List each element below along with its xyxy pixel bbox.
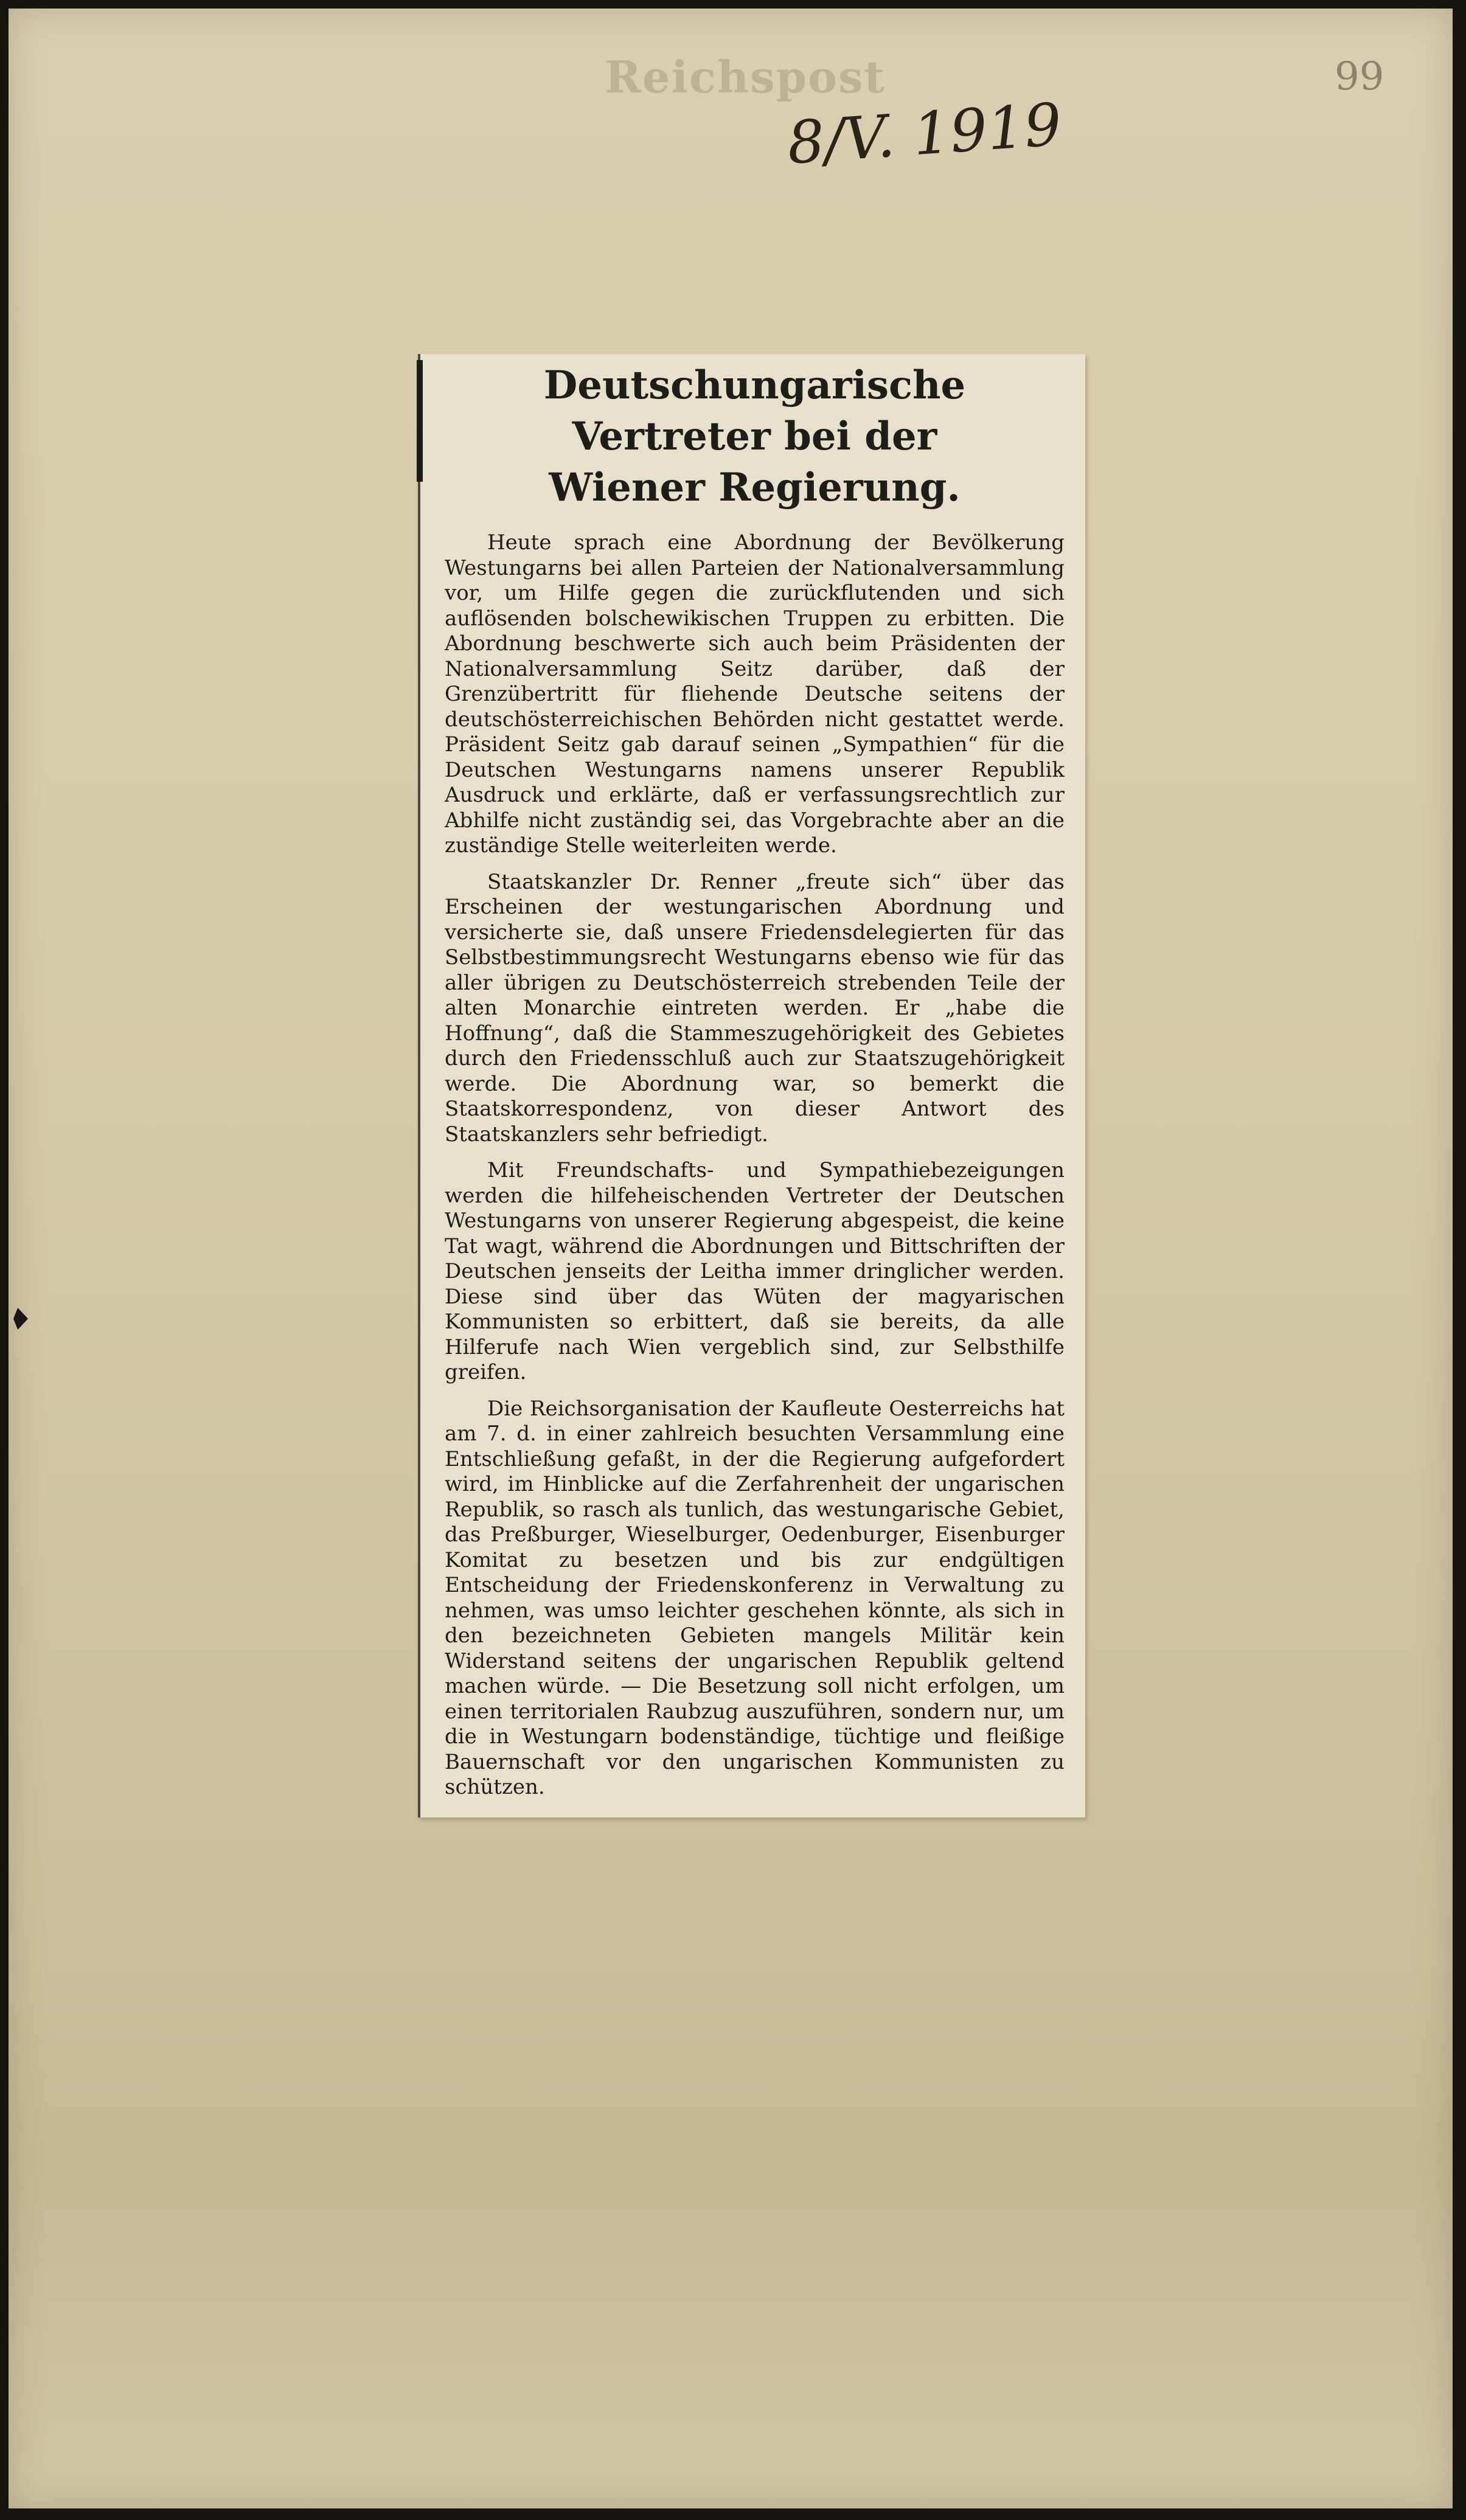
newspaper-clipping [418, 354, 1085, 1817]
article-paragraph: Mit Freundschafts- und Sympathiebezeigungen werden die hilfeheischenden Vertreter der Deutschen Westungarns von unserer Regierung abgespeist, die keine Tat wagt, während die Abordnungen und Bittschriften der Deutschen jenseits der Leitha immer dringlicher werden. Diese sind über das Wüten der magyarischen Kommunisten so erbittert, daß sie bereits, da alle Hilferufe nach Wien vergeblich sind, zur Selbsthilfe greifen. [445, 1158, 1065, 1384]
article-headline [445, 360, 1065, 513]
article-paragraph: Staatskanzler Dr. Renner „freute sich“ über das Erscheinen der westungarischen Abordnung und versicherte sie, daß unsere Friedensdelegierten für das Selbstbestimmungsrecht Westungarns ebenso wie für das aller übrigen zu Deutschösterreich strebenden Teile der alten Monarchie eintreten werden. Er „habe die Hoffnung“, daß die Stammeszugehörigkeit des Gebietes durch den Friedensschluß auch zur Staatszugehörigkeit werde. Die Abordnung war, so bemerkt die Staatskorrespondenz, von dieser Antwort des Staatskanzlers sehr befriedigt. [445, 869, 1065, 1147]
article-paragraph: Heute sprach eine Abordnung der Bevölkerung Westungarns bei allen Parteien der Nationalversammlung vor, um Hilfe gegen die zurückflutenden und sich auflösenden bolschewikischen Truppen zu erbitten. Die Abordnung beschwerte sich auch beim Präsidenten der Nationalversammlung Seitz darüber, daß der Grenzübertritt für fliehende Deutsche seitens der deutschösterreichischen Behörden nicht gestattet werde. Präsident Seitz gab darauf seinen „Sympathien“ für die Deutschen Westungarns namens unserer Republik Ausdruck und erklärte, daß er verfassungsrechtlich zur Abhilfe nicht zuständig sei, das Vorgebrachte aber an die zuständige Stelle weiterleiten werde. [445, 530, 1065, 858]
headline-line-1: Deutschungarische Vertreter bei der [543, 363, 966, 459]
newspaper-stamp: Reichspost [605, 51, 886, 103]
clipping-edge-bar [417, 360, 423, 482]
page-number: 99 [1335, 54, 1384, 99]
article-paragraph: Die Reichsorganisation der Kaufleute Oesterreichs hat am 7. d. in einer zahlreich besuchten Versammlung eine Entschließung gefaßt, in der die Regierung aufgefordert wird, im Hinblicke auf die Zerfahrenheit der ungarischen Republik, so rasch als tunlich, das westungarische Gebiet, das Preßburger, Wieselburger, Oedenburger, Eisenburger Komitat zu besetzen und bis zur endgültigen Entscheidung der Friedenskonferenz in Verwaltung zu nehmen, was umso leichter geschehen könnte, als sich in den bezeichneten Gebieten mangels Militär kein Widerstand seitens der ungarischen Republik geltend machen würde. — Die Besetzung soll nicht erfolgen, um einen territorialen Raubzug auszuführen, sondern nur, um die in Westungarn bodenständige, tüchtige und fleißige Bauernschaft vor den ungarischen Kommunisten zu schützen. [445, 1396, 1065, 1799]
handwritten-date: 8/V. 1919 [785, 90, 1064, 178]
headline-line-2: Wiener Regierung. [549, 465, 961, 510]
